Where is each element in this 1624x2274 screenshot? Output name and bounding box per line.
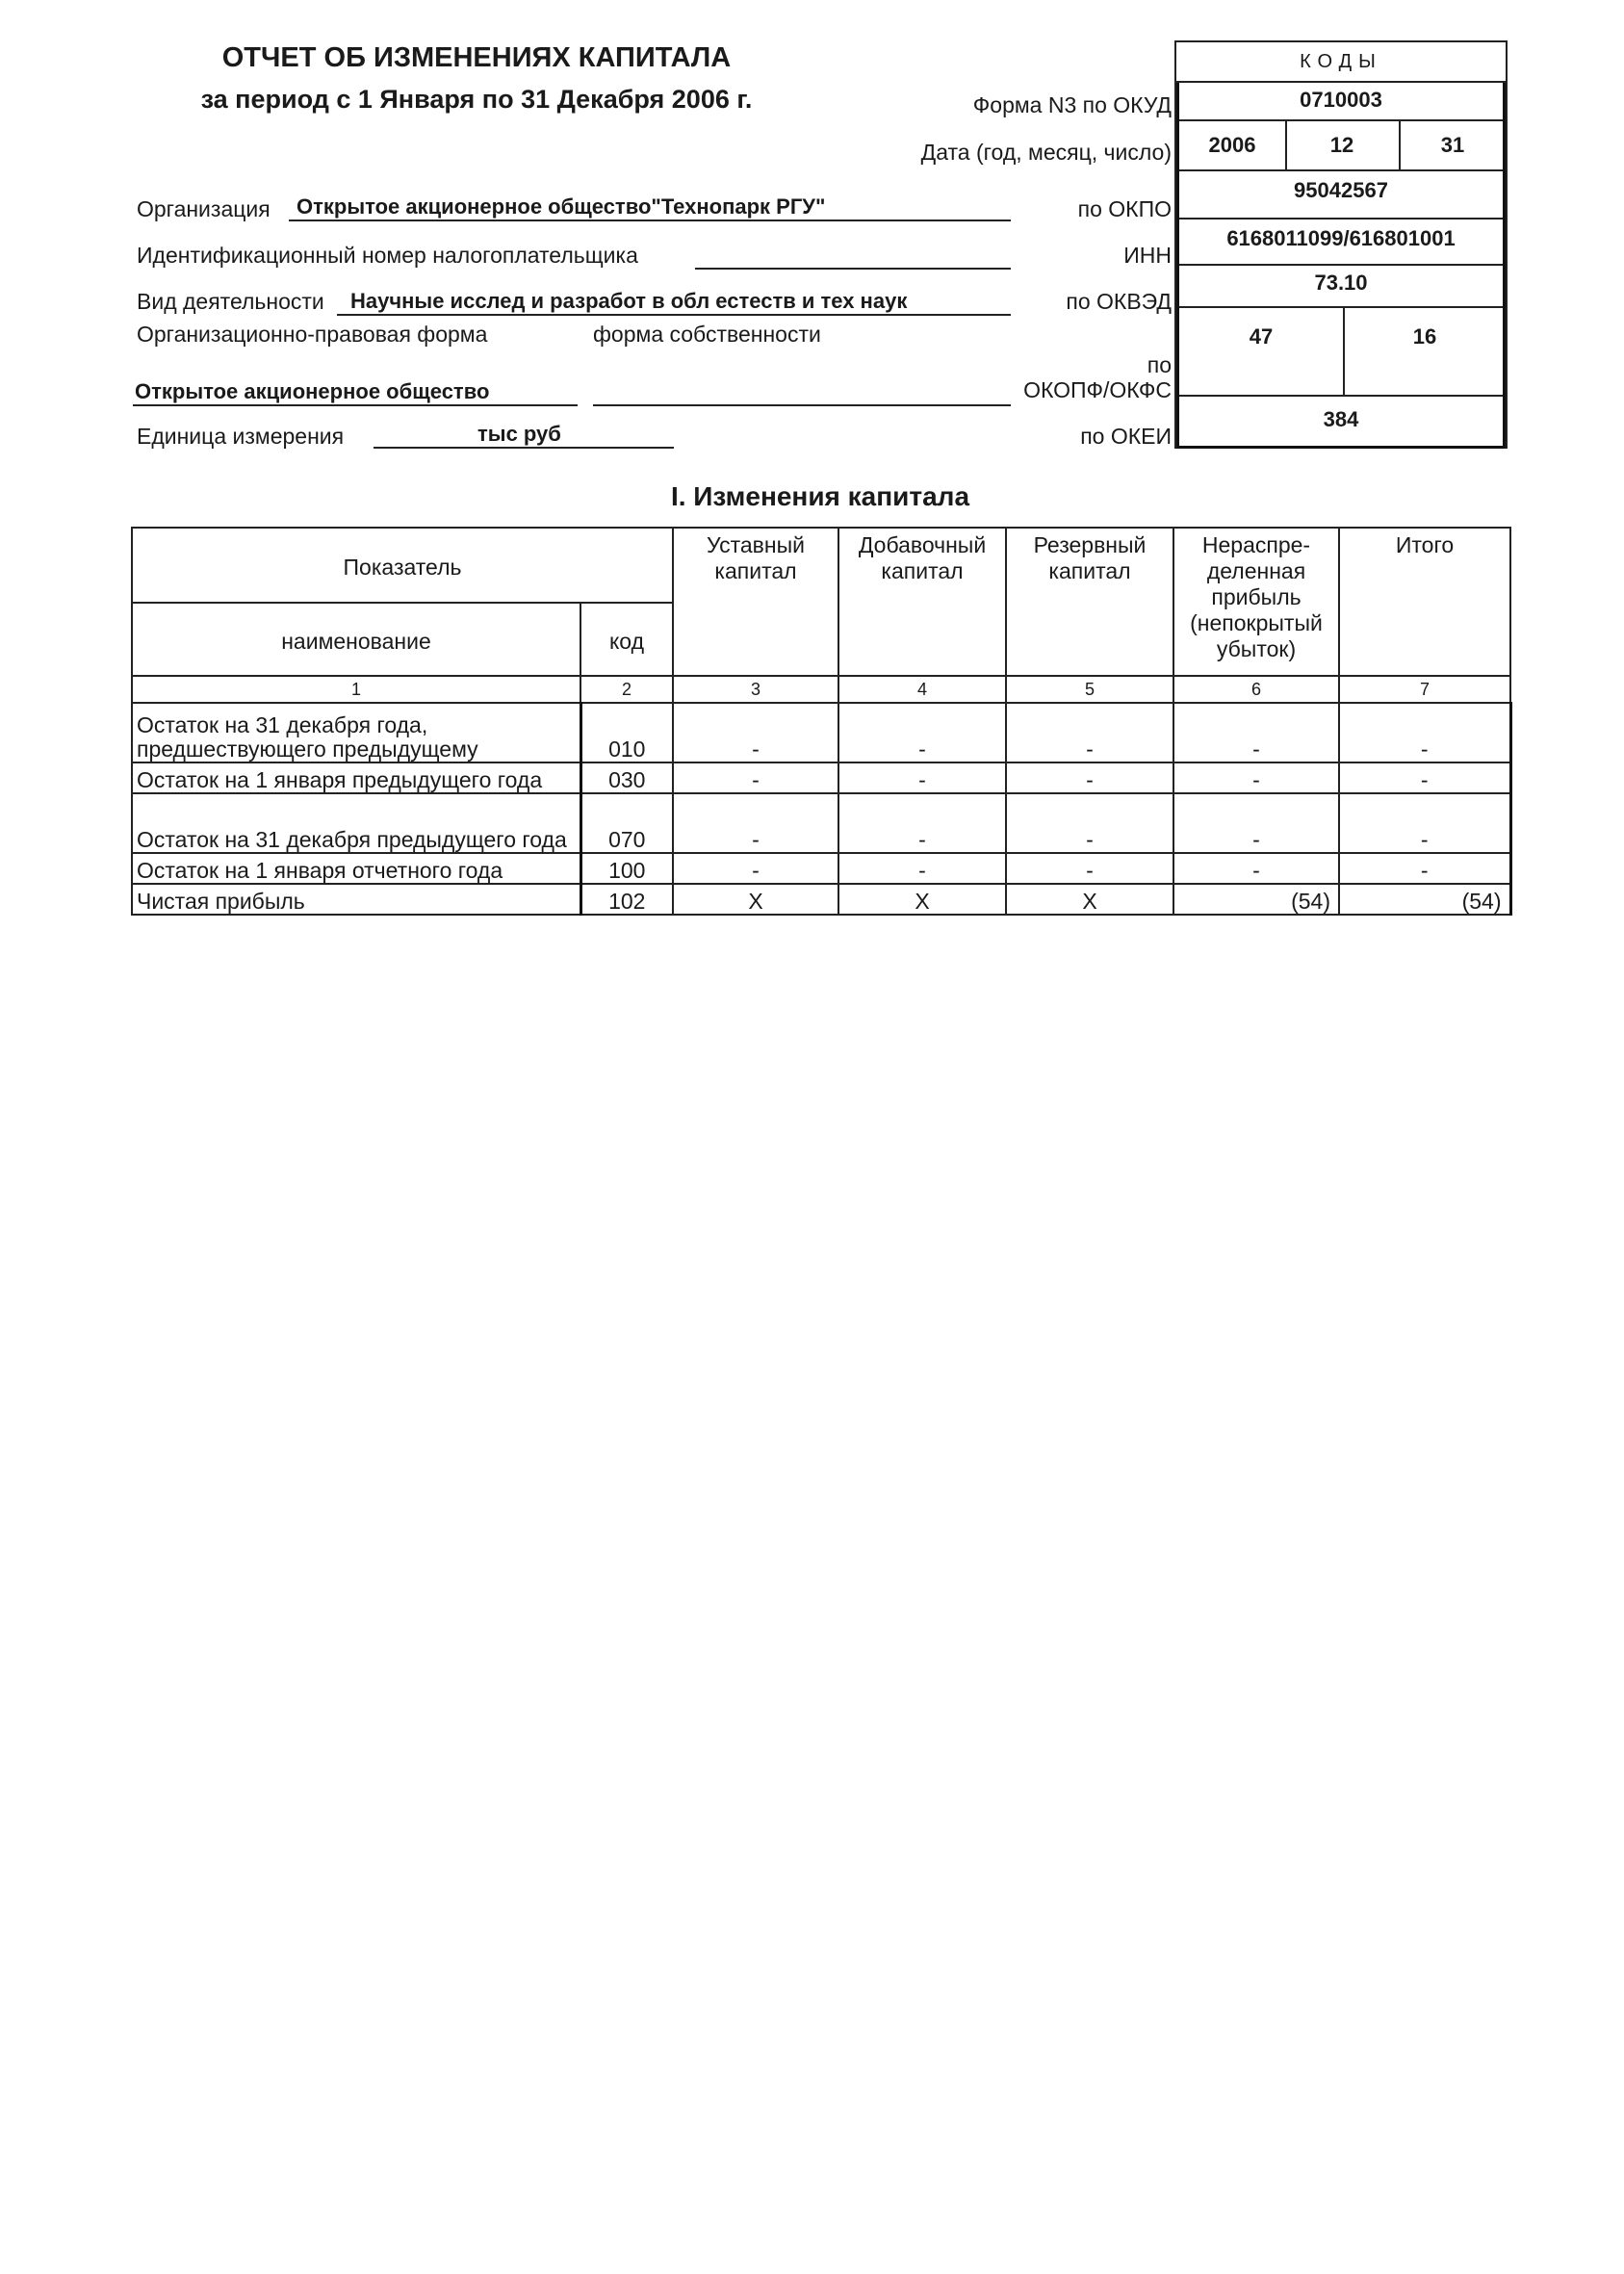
colnum: 7 <box>1339 676 1510 703</box>
inn-short-label: ИНН <box>1123 243 1172 268</box>
legal-form-value: Открытое акционерное общество <box>135 379 490 403</box>
org-label: Организация <box>137 196 271 221</box>
colnum: 4 <box>838 676 1006 703</box>
row-charter: - <box>673 762 838 793</box>
code-okved: 73.10 <box>1314 271 1368 295</box>
header-code: код <box>580 603 673 676</box>
row-additional: - <box>838 762 1006 793</box>
table-row <box>132 884 1510 915</box>
code-date-year: 2006 <box>1208 133 1256 157</box>
row-charter: X <box>673 884 838 915</box>
header-additional-capital: Добавочный капитал <box>838 528 1006 676</box>
ownership-label: форма собственности <box>593 322 821 347</box>
unit-field <box>374 420 674 449</box>
code-okpo-cell <box>1179 171 1503 220</box>
header-total: Итого <box>1339 528 1510 676</box>
code-okei: 384 <box>1323 407 1359 431</box>
code-okfs: 16 <box>1412 324 1437 349</box>
okpo-label: по ОКПО <box>1077 196 1172 221</box>
row-code: 010 <box>580 703 673 762</box>
row-charter: - <box>673 793 838 853</box>
okei-label: по ОКЕИ <box>1080 424 1172 449</box>
code-date-row <box>1179 121 1503 171</box>
column-numbers-row <box>132 676 1510 703</box>
row-charter: - <box>673 703 838 762</box>
colnum: 5 <box>1006 676 1173 703</box>
header-name: наименование <box>132 603 580 676</box>
table-row <box>132 853 1510 884</box>
ownership-field <box>593 377 1011 406</box>
row-total: - <box>1339 853 1510 884</box>
okopf-label: ОКОПФ/ОКФС <box>1023 377 1172 402</box>
row-additional: - <box>838 703 1006 762</box>
code-date-month: 12 <box>1329 133 1354 157</box>
row-reserve: X <box>1006 884 1173 915</box>
po-label: по <box>1147 352 1172 377</box>
legal-form-field <box>133 377 578 406</box>
row-total: - <box>1339 793 1510 853</box>
codes-box <box>1174 40 1508 449</box>
inn-field <box>695 241 1011 270</box>
code-date-day: 31 <box>1440 133 1465 157</box>
row-total: (54) <box>1339 884 1510 915</box>
row-retained: - <box>1173 703 1339 762</box>
code-okved-cell <box>1179 266 1503 308</box>
row-name: Остаток на 31 декабря предыдущего года <box>132 793 580 853</box>
table-row <box>132 793 1510 853</box>
legal-form-label: Организационно-правовая форма <box>137 322 488 347</box>
report-title: ОТЧЕТ ОБ ИЗМЕНЕНИЯХ КАПИТАЛА <box>221 42 732 73</box>
row-additional: X <box>838 884 1006 915</box>
row-name: Остаток на 1 января отчетного года <box>132 853 580 884</box>
header-reserve-capital: Резервный капитал <box>1006 528 1173 676</box>
activity-field <box>337 287 1011 316</box>
okved-label: по ОКВЭД <box>1066 289 1172 314</box>
code-okud-cell <box>1179 83 1503 121</box>
colnum: 1 <box>132 676 580 703</box>
row-retained: - <box>1173 762 1339 793</box>
code-okpo: 95042567 <box>1294 178 1388 202</box>
row-retained: - <box>1173 853 1339 884</box>
code-inn-cell <box>1179 220 1503 266</box>
row-charter: - <box>673 853 838 884</box>
colnum: 6 <box>1173 676 1339 703</box>
org-field <box>289 193 1011 221</box>
section-title: I. Изменения капитала <box>670 481 970 511</box>
row-code: 100 <box>580 853 673 884</box>
code-okud: 0710003 <box>1300 88 1382 112</box>
row-reserve: - <box>1006 703 1173 762</box>
inn-label: Идентификационный номер налогоплательщика <box>137 243 638 268</box>
code-okopf-row <box>1179 308 1503 397</box>
code-inn: 6168011099/616801001 <box>1226 226 1456 250</box>
header-retained-earnings: Нераспре-деленная прибыль (непокрытый убыток) <box>1173 528 1339 676</box>
org-value: Открытое акционерное общество"Технопарк РГУ" <box>296 194 826 219</box>
row-code: 070 <box>580 793 673 853</box>
row-retained: - <box>1173 793 1339 853</box>
table-row <box>132 703 1510 762</box>
code-okei-cell <box>1179 397 1503 445</box>
activity-value: Научные исслед и разработ в обл естеств и тех наук <box>350 289 908 313</box>
row-reserve: - <box>1006 793 1173 853</box>
capital-changes-table <box>131 527 1512 916</box>
unit-label: Единица измерения <box>137 424 345 449</box>
row-code: 102 <box>580 884 673 915</box>
date-label: Дата (год, месяц, число) <box>920 140 1172 165</box>
report-period: за период с 1 Января по 31 Декабря 2006 г. <box>200 85 753 114</box>
row-name: Остаток на 1 января предыдущего года <box>132 762 580 793</box>
row-retained: (54) <box>1173 884 1339 915</box>
row-reserve: - <box>1006 853 1173 884</box>
activity-label: Вид деятельности <box>137 289 324 314</box>
row-name: Чистая прибыль <box>132 884 580 915</box>
codes-header: КОДЫ <box>1176 42 1506 83</box>
colnum: 2 <box>580 676 673 703</box>
row-name: Остаток на 31 декабря года, предшествующего предыдущему <box>132 703 580 762</box>
code-okopf: 47 <box>1249 324 1274 349</box>
table-row <box>132 762 1510 793</box>
okud-label: Форма N3 по ОКУД <box>972 92 1172 117</box>
row-code: 030 <box>580 762 673 793</box>
row-total: - <box>1339 762 1510 793</box>
unit-value: тыс руб <box>477 422 561 446</box>
row-additional: - <box>838 853 1006 884</box>
row-total: - <box>1339 703 1510 762</box>
colnum: 3 <box>673 676 838 703</box>
row-additional: - <box>838 793 1006 853</box>
header-indicator: Показатель <box>132 528 673 603</box>
header-charter-capital: Уставный капитал <box>673 528 838 676</box>
row-reserve: - <box>1006 762 1173 793</box>
